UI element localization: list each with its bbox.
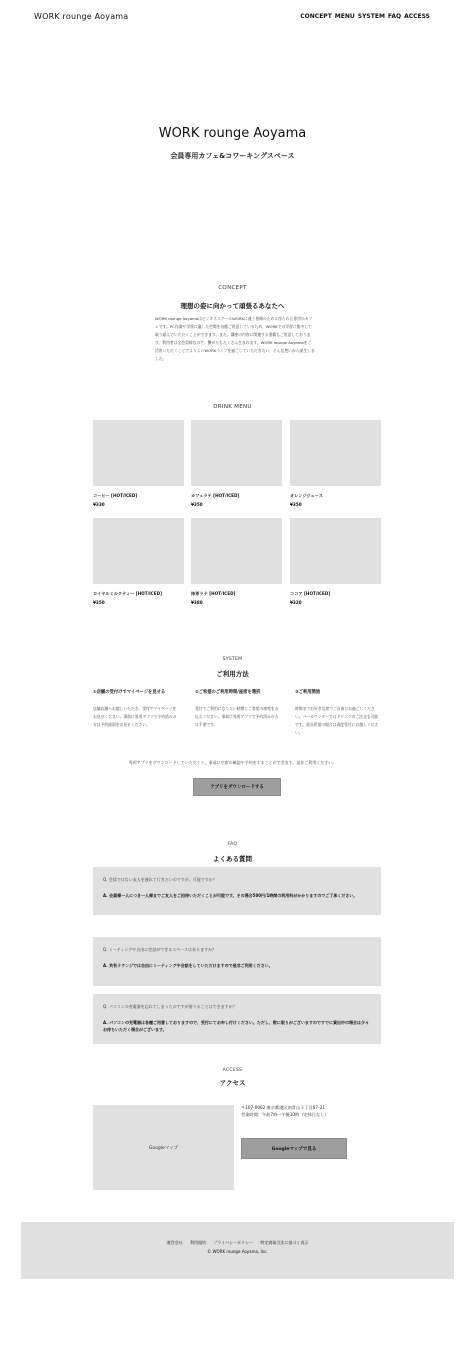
drink-price: ¥320 bbox=[290, 600, 302, 605]
step-title: ①店舗の受付けでマイページを見せる bbox=[93, 690, 166, 695]
drink-price: ¥350 bbox=[290, 502, 302, 507]
faq-answer: A. 会員様一人につき一人様までご友人をご招待いただくことが可能です。その場合500円/1時間の利用料がかかりますのでご了承ください。 bbox=[103, 893, 358, 898]
concept-heading: 理想の姿に向かって頑張るあなたへ bbox=[180, 302, 285, 310]
access-info bbox=[241, 1104, 329, 1118]
site-logo[interactable]: WORK rounge Aoyama bbox=[34, 12, 129, 21]
drink-image bbox=[290, 518, 381, 584]
drink-name: コーヒー [HOT/ICED] bbox=[93, 493, 138, 498]
drink-price: ¥330 bbox=[93, 502, 105, 507]
footer-link-company[interactable]: 運営会社 bbox=[166, 1240, 183, 1245]
faq-question: Q. パソコンの充電器を忘れてしまったのですが借りることはできますか？ bbox=[103, 1004, 237, 1009]
step-body: 時間までお好きな席でご自由にお過ごしください。バーカウンターではドリンクのご注文も可能です。延長希望の場合は再度受付にお越しください。 bbox=[295, 706, 379, 735]
faq-item[interactable] bbox=[93, 867, 381, 915]
faq-answer: A. 共有ラウンジでは自由にミーティングや会話をしていただけますので是非ご利用ください。 bbox=[103, 963, 273, 968]
drink-card bbox=[290, 420, 381, 507]
drink-name: カフェラテ [HOT/ICED] bbox=[191, 493, 240, 498]
system-step bbox=[295, 689, 381, 737]
drink-image bbox=[191, 518, 282, 584]
access-heading: アクセス bbox=[219, 1079, 246, 1087]
footer-links bbox=[21, 1240, 454, 1246]
nav-system[interactable]: SYSTEM bbox=[357, 13, 385, 20]
hero-title: WORK rounge Aoyama bbox=[158, 126, 307, 141]
step-body: 店舗店舗へお越しいただき、受付でマイページをお見せください。事前に専用アプリで予約済みの方は予約画面をお見せください。 bbox=[93, 706, 177, 727]
step-body: 受付でご利用になりたい時間とご希望の座席をお伝えください。事前に専用アプリで予約済みの方は不要です。 bbox=[195, 706, 279, 727]
footer-link-commerce[interactable]: 特定商取引法に基づく表示 bbox=[260, 1240, 309, 1245]
google-map[interactable] bbox=[93, 1105, 234, 1190]
app-download-button[interactable]: アプリをダウンロードする bbox=[193, 778, 281, 796]
step-title: ②ご希望のご利用時間/座席を選択 bbox=[195, 690, 261, 695]
drink-card bbox=[191, 420, 282, 507]
drink-card bbox=[93, 518, 184, 605]
footer-link-terms[interactable]: 利用規約 bbox=[189, 1240, 206, 1245]
drink-price: ¥350 bbox=[191, 502, 203, 507]
drink-menu-label: DRINK MENU bbox=[213, 404, 252, 410]
faq-question: Q. ミーティングや自由に会話ができるスペースはありますか？ bbox=[103, 947, 217, 952]
drink-name: オレンジジュース bbox=[290, 493, 323, 498]
faq-answer: A. パソコンの充電器は各種ご用意しておりますので、受付にてお申し付けください。ただし、数に限りがございますのですでに貸出中の場合は少々お待ちいただく場合がございます。 bbox=[103, 1020, 370, 1032]
nav-faq[interactable]: FAQ bbox=[387, 13, 402, 20]
nav-access[interactable]: ACCESS bbox=[404, 13, 430, 20]
nav-concept[interactable]: CONCEPT bbox=[300, 13, 332, 20]
drink-price: ¥380 bbox=[191, 600, 203, 605]
google-map-button[interactable]: Googleマップで見る bbox=[241, 1138, 347, 1159]
drink-image bbox=[93, 420, 184, 486]
site-footer bbox=[21, 1222, 454, 1279]
concept-label: CONCEPT bbox=[218, 285, 247, 291]
drink-name: ロイヤルミルクティー [HOT/ICED] bbox=[93, 591, 162, 596]
drink-card bbox=[93, 420, 184, 507]
faq-item[interactable] bbox=[93, 994, 381, 1044]
system-heading: ご利用方法 bbox=[216, 670, 249, 678]
drink-card bbox=[191, 518, 282, 605]
faq-item[interactable] bbox=[93, 937, 381, 986]
hero-subtitle: 会員専用カフェ&コワーキングスペース bbox=[170, 152, 295, 160]
access-label: ACCESS bbox=[222, 1068, 243, 1073]
faq-question: Q. 会員ではない友人を連れて行きたいのですが、可能ですか？ bbox=[103, 877, 217, 882]
faq-heading: よくある質問 bbox=[213, 855, 252, 863]
map-label: Googleマップ bbox=[148, 1145, 179, 1151]
system-step bbox=[93, 689, 179, 729]
drink-name: ココア [HOT/ICED] bbox=[290, 591, 331, 596]
system-note: 専用アプリをダウンロードしていただくと、事前に空席の確認や予約をすることができます。是非ご利用ください。 bbox=[128, 760, 337, 765]
copyright: © WORK rounge Aoyama, Inc. bbox=[207, 1249, 268, 1254]
drink-image bbox=[290, 420, 381, 486]
nav-menu[interactable]: MENU bbox=[334, 13, 355, 20]
concept-body: WORK rounge AoyamaはビジネススクールWORKに通う皆様のために作られた専用のカフェです。PC作業や学習に適した空間を各種ご用意しているため、WORKでの学習に集中して取り組んでいただくことができます。また、講座の内容に関連する書籍もご用意しております。利用者は全会員様なので、繋がりもたくさん生まれます。WORK rounge Aoyamaをご活用いただくことでよりよいWORKライフを過ごしていただきたい、そんな想いから誕生しました。 bbox=[155, 316, 315, 361]
address: 〒107-0062 東京都港区南青山３丁目07-21 bbox=[241, 1105, 325, 1110]
system-step bbox=[195, 689, 281, 729]
business-hours: 営業時間：午前7時〜午後10時（定休日なし） bbox=[241, 1112, 329, 1117]
drink-image bbox=[93, 518, 184, 584]
global-nav bbox=[300, 13, 430, 20]
drink-price: ¥350 bbox=[93, 600, 105, 605]
system-label: SYSTEM bbox=[222, 657, 243, 662]
step-title: ③ご利用開始 bbox=[295, 690, 321, 695]
faq-label: FAQ bbox=[227, 842, 238, 847]
drink-card bbox=[290, 518, 381, 605]
footer-link-privacy[interactable]: プライバシーポリシー bbox=[213, 1240, 254, 1245]
drink-image bbox=[191, 420, 282, 486]
drink-name: 抹茶ラテ [HOT/ICED] bbox=[191, 591, 236, 596]
